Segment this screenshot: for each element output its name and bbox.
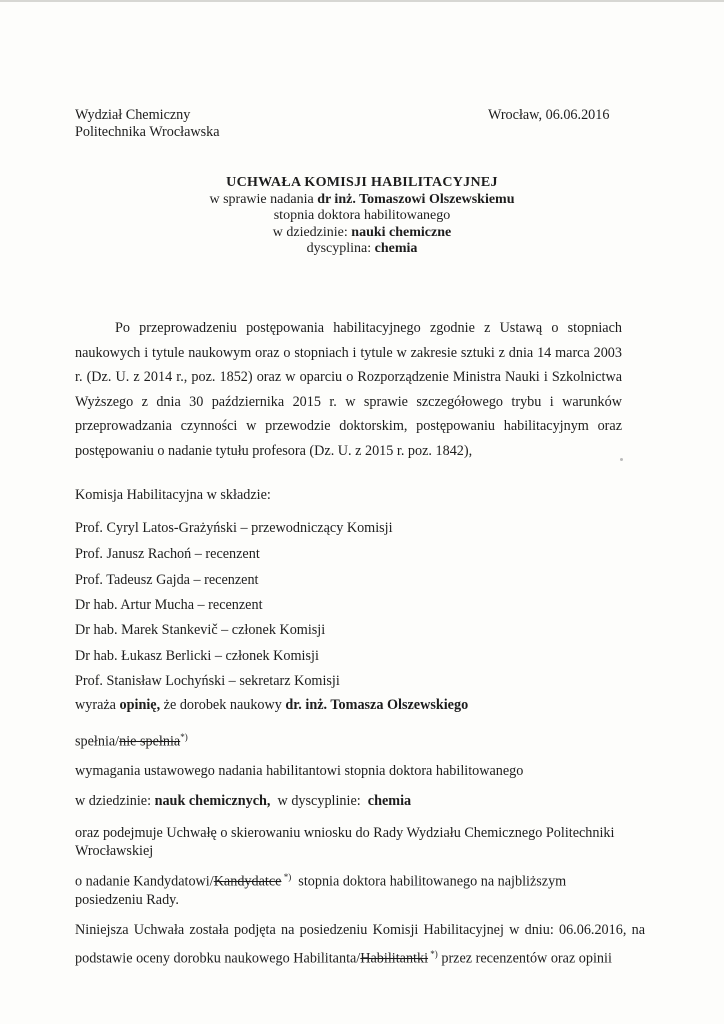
footnote-mark: *) xyxy=(281,872,292,882)
committee-member: Dr hab. Marek Stankevič – członek Komisji xyxy=(75,622,326,638)
page-edge xyxy=(0,0,724,2)
resolution-line: oraz podejmuje Uchwałę o skierowaniu wniosku do Rady Wydziału Chemicznego Politechniki Wrocławskiej xyxy=(75,825,615,859)
heading-line-4: w dziedzinie: nauki chemiczne xyxy=(272,224,452,240)
committee-intro: Komisja Habilitacyjna w składzie: xyxy=(75,487,271,503)
intro-paragraph: Po przeprowadzeniu postępowania habilitacyjnego zgodnie z Ustawą o stopniach naukowych i tytule naukowym oraz o stopniach i tytule w zakresie sztuki z dnia 14 marca 2003 r. (Dz. U. z 2014 r., poz. 1852) oraz w oparciu o Rozporządzenie Ministra Nauki i Szkolnictwa Wyższego z dnia 30 października 2015 r. w sprawie szczegółowego trybu i warunków przeprowadzania czynności w przewodzie doktorskim, postępowaniu habilitacyjnym oraz postępowaniu o nadanie tytułu profesora (Dz. U. z 2015 r. poz. 1842), xyxy=(75,320,622,459)
opinion-line: wyraża opinię, że dorobek naukowy dr. inż. Tomasza Olszewskiego xyxy=(75,697,469,713)
committee-member: Prof. Cyryl Latos-Grażyński – przewodniczący Komisji xyxy=(75,520,393,536)
footnote-mark: *) xyxy=(180,732,188,742)
fulfils-line: spełnia/nie spełnia*) xyxy=(75,732,188,750)
candidate-name-genitive: dr. inż. Tomasza Olszewskiego xyxy=(285,697,469,713)
place-date: Wrocław, 06.06.2016 xyxy=(488,107,610,123)
heading-line-5: dyscyplina: chemia xyxy=(306,241,418,256)
committee-member: Prof. Stanisław Lochyński – sekretarz Komisji xyxy=(75,673,340,689)
scan-speck xyxy=(620,458,623,461)
heading-line-3: stopnia doktora habilitowanego xyxy=(273,208,451,223)
committee-member: Prof. Janusz Rachoń – recenzent xyxy=(75,546,260,562)
final-paragraph: Niniejsza Uchwała została podjęta na posiedzeniu Komisji Habilitacyjnej w dniu: 06.06.2016, na podstawie oceny dorobku naukowego Habilitanta/Habilitantki *) przez recenzentów oraz opinii xyxy=(75,922,645,967)
heading-line-2: w sprawie nadania dr inż. Tomaszowi Olszewskiemu xyxy=(209,191,515,207)
discipline-name: chemia xyxy=(374,241,418,256)
committee-member: Dr hab. Artur Mucha – recenzent xyxy=(75,597,263,613)
faculty-name: Wydział Chemiczny xyxy=(75,107,191,123)
committee-member: Prof. Tadeusz Gajda – recenzent xyxy=(75,572,259,588)
field-name: nauki chemiczne xyxy=(351,224,452,240)
resolution-title: UCHWAŁA KOMISJI HABILITACYJNEJ xyxy=(226,175,498,190)
resolution-heading xyxy=(0,175,724,258)
footnote-mark: *) xyxy=(428,949,438,959)
award-line: o nadanie Kandydatowi/Kandydatce *) stopnia doktora habilitowanego na najbliższym posiedzeniu Rady. xyxy=(75,872,570,908)
field-line: w dziedzinie: nauk chemicznych, w dyscyplinie: chemia xyxy=(75,793,412,809)
faculty-block xyxy=(75,107,220,141)
committee-member: Dr hab. Łukasz Berlicki – członek Komisji xyxy=(75,648,319,664)
university-name: Politechnika Wrocławska xyxy=(75,124,220,140)
candidate-name: dr inż. Tomaszowi Olszewskiemu xyxy=(317,191,515,207)
requirements-line: wymagania ustawowego nadania habilitantowi stopnia doktora habilitowanego xyxy=(75,763,524,779)
